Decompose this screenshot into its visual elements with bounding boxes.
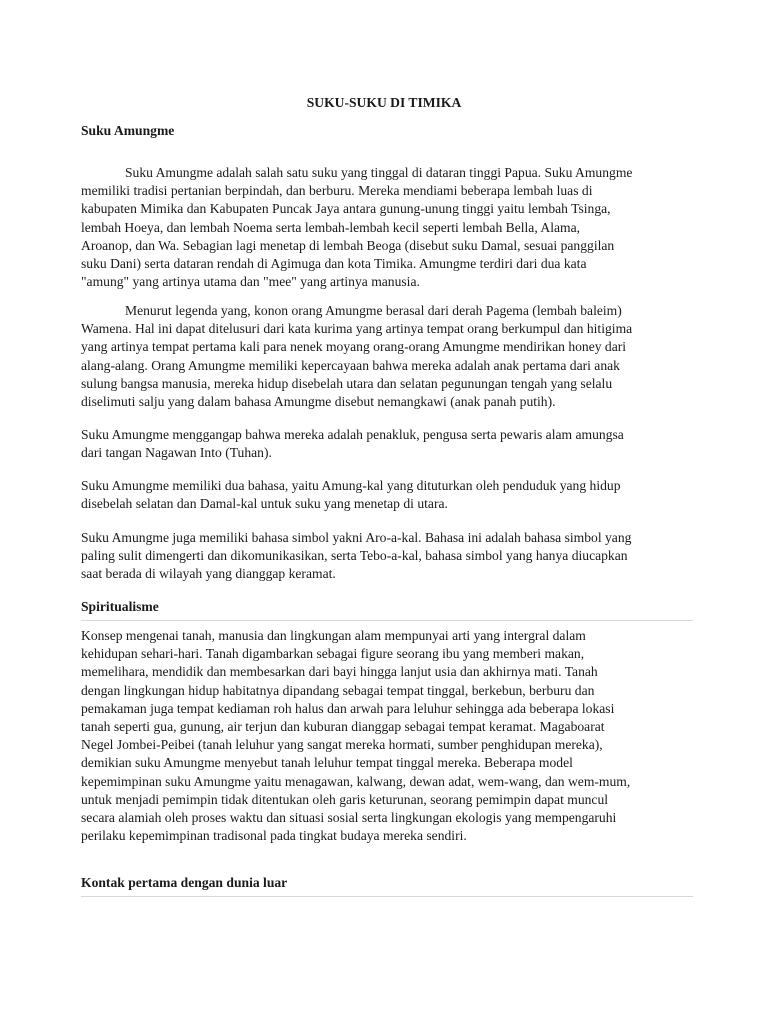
paragraph-line: sulung bangsa manusia, mereka hidup disebelah utara dan selatan pegunungan tengah yang selalu xyxy=(81,375,613,391)
paragraph-line: "amung" yang artinya utama dan "mee" yang artinya manusia. xyxy=(81,274,420,290)
section-heading-kontak-pertama: Kontak pertama dengan dunia luar xyxy=(81,874,693,897)
section-heading-spiritualisme: Spiritualisme xyxy=(81,598,693,621)
paragraph-line: memelihara, mendidik dan membesarkan dari bayi hingga lanjut usia dan akhirnya mati. Tanah xyxy=(81,664,598,680)
paragraph-3 xyxy=(81,426,693,462)
paragraph-line: Menurut legenda yang, konon orang Amungme berasal dari derah Pagema (lembah baleim) xyxy=(125,303,622,318)
paragraph-line: diselimuti salju yang dalam bahasa Amungme disebut nemangkawi (anak panah putih). xyxy=(81,394,556,410)
paragraph-line: pemakaman juga tempat kediaman roh halus dan arwah para leluhur sehingga ada beberapa lokasi xyxy=(81,700,615,716)
paragraph-line: dengan lingkungan hidup habitatnya dipandang sebagai tempat tinggal, berkebun, berburu dan xyxy=(81,682,595,698)
document-title: SUKU-SUKU DI TIMIKA xyxy=(306,95,462,110)
paragraph-line: kehidupan sehari-hari. Tanah digambarkan sebagai figure seorang ibu yang memberi makan, xyxy=(81,646,585,662)
paragraph-line: Suku Amungme adalah salah satu suku yang tinggal di dataran tinggi Papua. Suku Amungme xyxy=(125,165,633,180)
paragraph-line: suku Dani) serta dataran rendah di Agimuga dan kota Timika. Amungme terdiri dari dua kata xyxy=(81,256,587,272)
paragraph-line: lembah Hoeya, dan lembah Noema serta lembah-lembah kecil seperti lembah Bella, Alama, xyxy=(81,219,581,235)
paragraph-line: memiliki tradisi pertanian berpindah, dan berburu. Mereka mendiami beberapa lembah luas di xyxy=(81,183,593,199)
paragraph-line: perilaku kepemimpinan tradisonal pada tingkat budaya mereka sendiri. xyxy=(81,828,467,844)
paragraph-line: Negel Jombei-Peibei (tanah leluhur yang sangat mereka hormati, sumber penghidupan mereka), xyxy=(81,737,603,753)
paragraph-5 xyxy=(81,529,693,584)
paragraph-line: kabupaten Mimika dan Kabupaten Puncak Jaya antara gunung-unung tinggi yaitu lembah Tsinga, xyxy=(81,201,611,217)
paragraph-line: Suku Amungme menggangap bahwa mereka adalah penakluk, pengusa serta pewaris alam amungsa xyxy=(81,427,624,442)
paragraph-line: secara alamiah oleh proses waktu dan situasi sosial serta lingkungan ekologis yang mempengaruhi xyxy=(81,810,617,826)
paragraph-line: Suku Amungme memiliki dua bahasa, yaitu Amung-kal yang dituturkan oleh penduduk yang hidup xyxy=(81,478,621,493)
paragraph-line: tanah seperti gua, gunung, air terjun dan kuburan dianggap sebagai tempat keramat. Magaboarat xyxy=(81,719,605,735)
paragraph-line: Aroanop, dan Wa. Sebagian lagi menetap di lembah Beoga (disebut suku Damal, sesuai panggilan xyxy=(81,237,615,253)
paragraph-line: dari tangan Nagawan Into (Tuhan). xyxy=(81,445,272,461)
paragraph-line: yang artinya tempat pertama kali para nenek moyang orang-orang Amungme mendirikan honey dari xyxy=(81,339,627,355)
paragraph-2 xyxy=(81,302,693,411)
paragraph-1 xyxy=(81,164,693,291)
paragraph-line: paling sulit dimengerti dan dikomunikasikan, serta Tebo-a-kal, bahasa simbol yang hanya diucapkan xyxy=(81,548,628,564)
paragraph-spiritualisme xyxy=(81,627,693,845)
paragraph-line: kepemimpinan suku Amungme yaitu menagawan, kalwang, dewan adat, wem-wang, dan wem-mum, xyxy=(81,773,631,789)
section-heading-suku-amungme: Suku Amungme xyxy=(81,123,175,138)
paragraph-line: alang-alang. Orang Amungme memiliki kepercayaan bahwa mereka adalah anak pertama dari anak xyxy=(81,357,620,373)
paragraph-line: Suku Amungme juga memiliki bahasa simbol yakni Aro-a-kal. Bahasa ini adalah bahasa simbol yang xyxy=(81,530,632,545)
paragraph-line: Konsep mengenai tanah, manusia dan lingkungan alam mempunyai arti yang intergral dalam xyxy=(81,628,586,643)
paragraph-line: untuk menjadi pemimpin tidak ditentukan oleh garis keturunan, seorang pemimpin dapat muncul xyxy=(81,791,609,807)
paragraph-line: saat berada di wilayah yang dianggap keramat. xyxy=(81,566,336,582)
paragraph-4 xyxy=(81,477,693,513)
paragraph-line: Wamena. Hal ini dapat ditelusuri dari kata kurima yang artinya tempat orang berkumpul dan hitigima xyxy=(81,321,633,337)
paragraph-line: demikian suku Amungme menyebut tanah leluhur tempat tinggal mereka. Beberapa model xyxy=(81,755,573,771)
paragraph-line: disebelah selatan dan Damal-kal untuk suku yang menetap di utara. xyxy=(81,496,448,512)
